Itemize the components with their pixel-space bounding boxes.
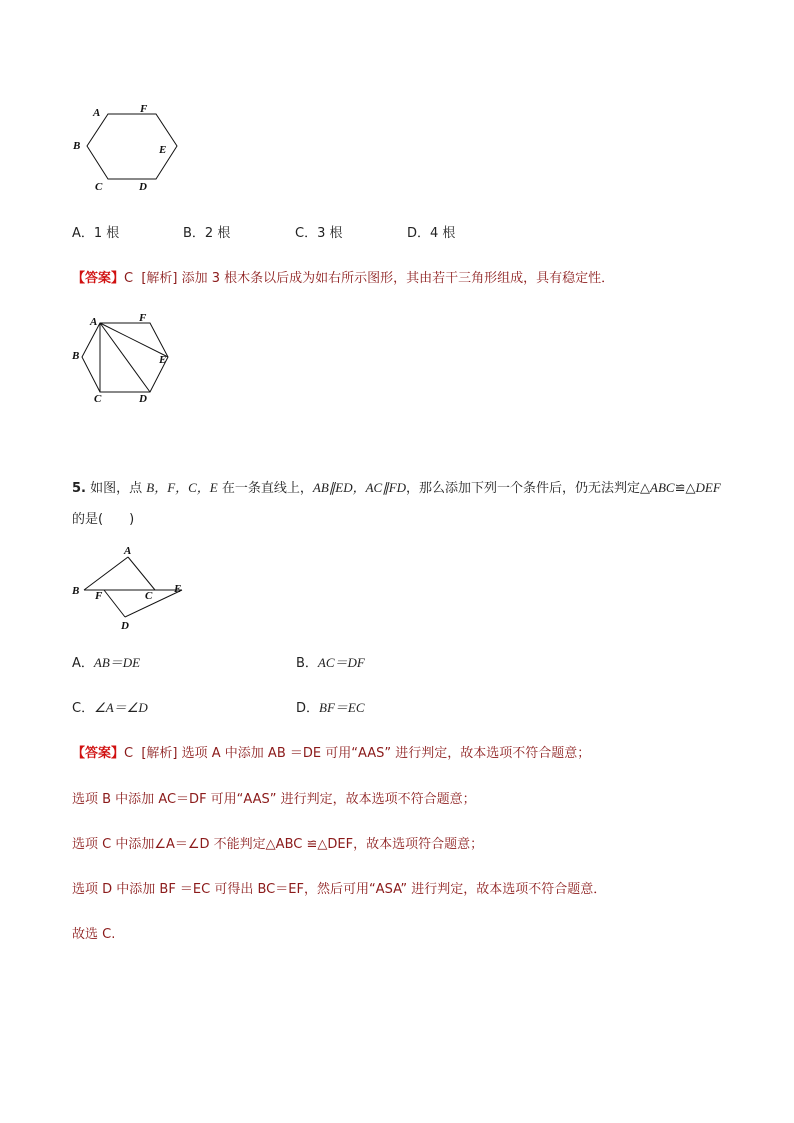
q5-option-d	[296, 697, 365, 716]
vertex-label-a: A	[93, 107, 101, 119]
option-letter: C．	[72, 701, 95, 716]
vertex-label-b: B	[72, 585, 80, 597]
answer-letter: C	[124, 746, 134, 761]
q4-answer	[72, 267, 614, 286]
q5-answer-line3: 选项 C 中添加∠A＝∠D 不能判定△ABC ≌△DEF，故本选项符合题意；	[72, 837, 484, 852]
option-text: BF＝EC	[319, 700, 365, 715]
hexagon-svg-1	[60, 95, 180, 195]
vertex-label-b: B	[72, 350, 80, 362]
vertex-label-d: D	[139, 181, 147, 193]
vertex-label-e: E	[174, 583, 182, 595]
answer-analysis: [解析] 添加 3 根木条以后成为如右所示图形，其由若干三角形组成，具有稳定性．	[141, 271, 615, 286]
triangle-abc: ABC	[650, 480, 675, 495]
option-text: ∠A＝∠D	[94, 700, 148, 715]
triangles-svg	[60, 540, 200, 635]
answer-tag: 【答案】	[72, 271, 125, 286]
q4-option-c: C．3 根	[295, 226, 343, 241]
vertex-label-f: F	[139, 312, 147, 324]
question-parallels: AB∥ED，AC∥FD	[312, 480, 407, 495]
answer-analysis: [解析] 选项 A 中添加 AB ＝DE 可用“AAS” 进行判定，故本选项不符合题意；	[141, 746, 591, 761]
q4-option-b: B．2 根	[183, 226, 231, 241]
vertex-label-c: C	[145, 590, 153, 602]
question-text: ，那么添加下列一个条件后，仍无法判定△	[406, 481, 651, 496]
hexagon-figure-1	[60, 95, 180, 195]
option-letter: D．	[296, 701, 320, 716]
option-letter: B．	[296, 656, 318, 671]
vertex-label-c: C	[94, 393, 102, 405]
vertex-label-d: D	[121, 620, 129, 632]
answer-letter: C	[124, 271, 134, 286]
q5-question-line1	[72, 477, 721, 496]
option-text: AC＝DF	[317, 655, 365, 670]
q5-question-line2: 的是( )	[72, 512, 135, 527]
diagonal-ae	[100, 323, 168, 357]
vertex-label-a: A	[124, 545, 132, 557]
vertex-label-b: B	[73, 140, 81, 152]
q5-option-b	[296, 652, 365, 671]
vertex-label-e: E	[159, 144, 167, 156]
question-number: 5.	[72, 481, 86, 496]
q5-answer-line5: 故选 C.	[72, 927, 116, 942]
answer-tag: 【答案】	[72, 746, 125, 761]
q5-answer-line2: 选项 B 中添加 AC＝DF 可用“AAS” 进行判定，故本选项不符合题意；	[72, 792, 476, 807]
congruent-symbol: ≌△	[674, 481, 696, 496]
q5-option-a	[72, 652, 140, 671]
q5-option-c	[72, 697, 148, 716]
q4-option-a: A．1 根	[72, 226, 120, 241]
option-letter: A．	[72, 656, 94, 671]
vertex-label-d: D	[139, 393, 147, 405]
question-points: B，F，C，E	[146, 480, 218, 495]
question-text: 如图，点	[85, 481, 147, 496]
hexagon-svg-2	[60, 305, 180, 405]
segment-fd	[104, 590, 125, 617]
triangles-figure	[60, 540, 200, 635]
segment-ab	[84, 557, 128, 590]
vertex-label-e: E	[159, 354, 167, 366]
triangle-def: DEF	[695, 480, 721, 495]
hexagon-figure-2	[60, 305, 180, 405]
vertex-label-f: F	[95, 590, 103, 602]
diagonal-ad	[100, 323, 150, 392]
vertex-label-c: C	[95, 181, 103, 193]
q5-answer-line4: 选项 D 中添加 BF ＝EC 可得出 BC＝EF，然后可用“ASA” 进行判定，故本选项不符合题意．	[72, 882, 607, 897]
option-text: AB＝DE	[93, 655, 141, 670]
q4-option-d: D．4 根	[407, 226, 456, 241]
segment-ac	[128, 557, 155, 590]
q5-answer-line1	[72, 742, 590, 761]
vertex-label-a: A	[90, 316, 98, 328]
question-text: 在一条直线上，	[217, 481, 313, 496]
vertex-label-f: F	[140, 103, 148, 115]
